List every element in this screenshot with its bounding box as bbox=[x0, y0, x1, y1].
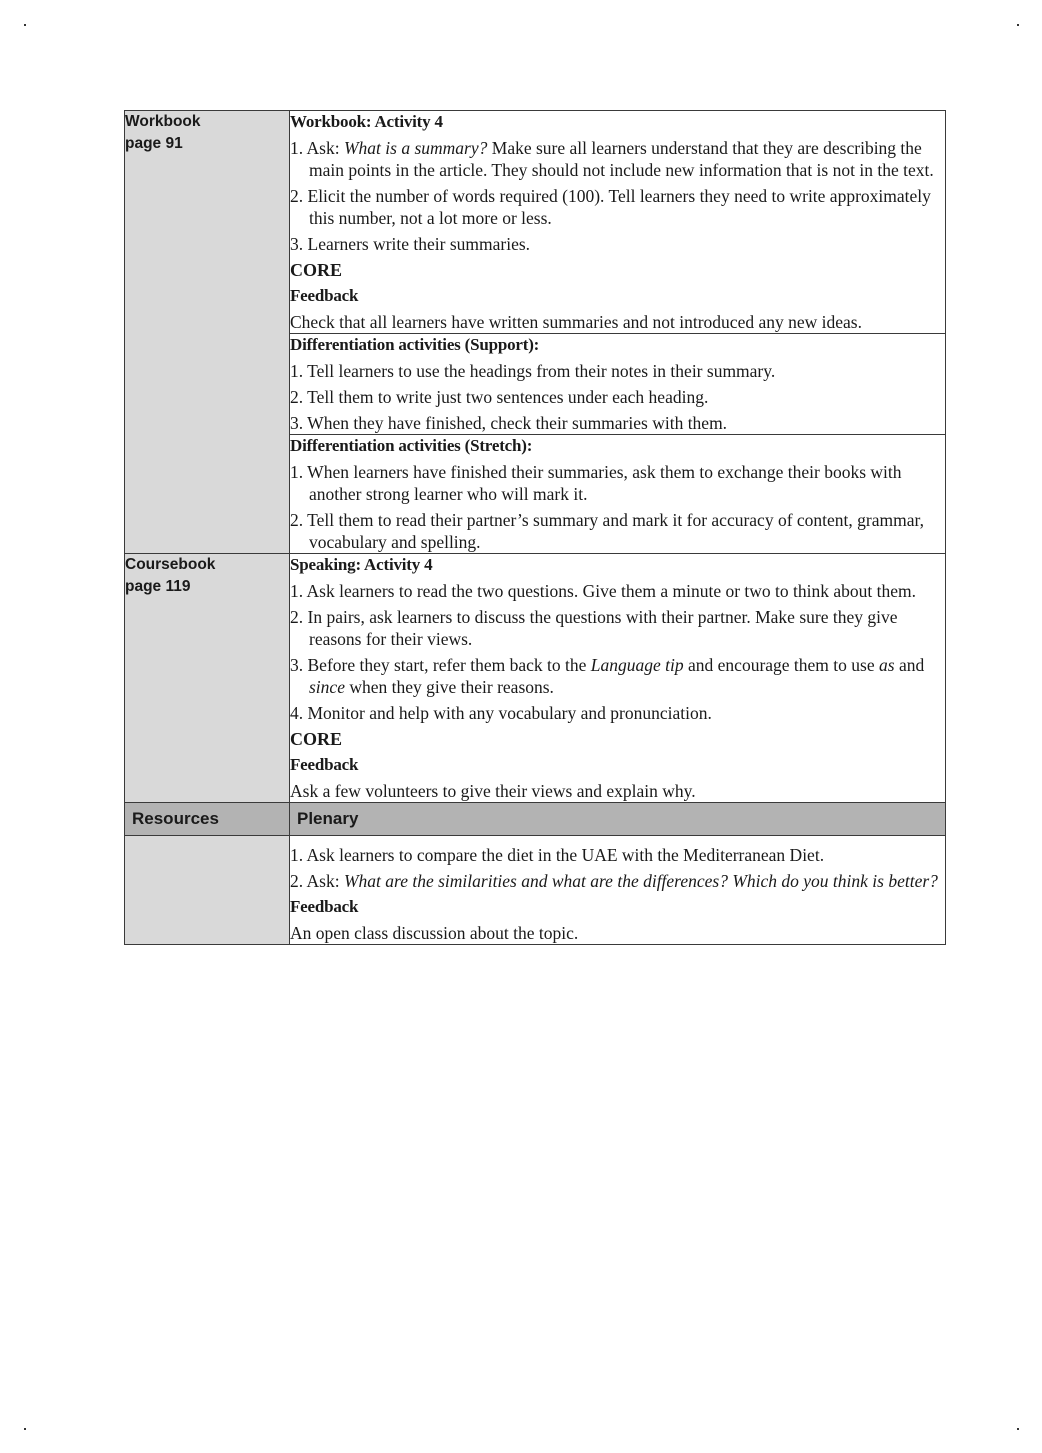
coursebook-ref-line1: Coursebook bbox=[125, 556, 216, 573]
feedback-label: Feedback bbox=[290, 897, 359, 916]
speaking-activity-title: Speaking: Activity 4 bbox=[290, 555, 433, 574]
plenary-header-row bbox=[125, 803, 946, 836]
coursebook-ref-line2: page 119 bbox=[125, 578, 191, 595]
list-item: 2. Tell them to read their partner’s summary and mark it for accuracy of content, grammar, vocabulary and spelling. bbox=[290, 510, 924, 552]
list-item: 1. Ask: What is a summary? Make sure all learners understand that they are describing the main points in the article. They should not include new information that is not in the text. bbox=[290, 138, 934, 180]
left-column-blank bbox=[125, 334, 290, 435]
plenary-header: Plenary bbox=[290, 803, 946, 836]
core-label: CORE bbox=[290, 260, 343, 280]
list-item: 3. Learners write their summaries. bbox=[290, 234, 531, 254]
stretch-row bbox=[125, 435, 946, 554]
workbook-activity-cell bbox=[290, 111, 946, 334]
core-label: CORE bbox=[290, 729, 343, 749]
support-title: Differentiation activities (Support): bbox=[290, 335, 540, 354]
resources-cell bbox=[125, 836, 290, 945]
crop-mark bbox=[1017, 1428, 1019, 1430]
list-item: 2. Ask: What are the similarities and what are the differences? Which do you think is better? bbox=[290, 871, 938, 891]
list-item: 2. In pairs, ask learners to discuss the questions with their partner. Make sure they give reasons for their views. bbox=[290, 607, 898, 649]
crop-mark bbox=[24, 1428, 26, 1430]
speaking-row bbox=[125, 554, 946, 803]
support-activities-cell bbox=[290, 334, 946, 435]
feedback-text: An open class discussion about the topic. bbox=[290, 923, 579, 943]
workbook-ref-line1: Workbook bbox=[125, 113, 201, 130]
list-item: 1. Tell learners to use the headings from their notes in their summary. bbox=[290, 361, 776, 381]
feedback-label: Feedback bbox=[290, 755, 359, 774]
crop-mark bbox=[24, 24, 26, 26]
resources-header: Resources bbox=[125, 803, 290, 836]
workbook-ref-line2: page 91 bbox=[125, 135, 183, 152]
list-item: 3. When they have finished, check their summaries with them. bbox=[290, 413, 728, 433]
feedback-text: Check that all learners have written summaries and not introduced any new ideas. bbox=[290, 312, 862, 332]
stretch-title: Differentiation activities (Stretch): bbox=[290, 436, 533, 455]
list-item: 3. Before they start, refer them back to the Language tip and encourage them to use as and since when they give their reasons. bbox=[290, 655, 925, 697]
support-row bbox=[125, 334, 946, 435]
workbook-reference bbox=[125, 111, 290, 334]
speaking-activity-cell bbox=[290, 554, 946, 803]
plenary-cell bbox=[290, 836, 946, 945]
plenary-row bbox=[125, 836, 946, 945]
workbook-activity-title: Workbook: Activity 4 bbox=[290, 112, 443, 131]
list-item: 2. Elicit the number of words required (100). Tell learners they need to write approximately this number, not a lot more or less. bbox=[290, 186, 931, 228]
feedback-text: Ask a few volunteers to give their views and explain why. bbox=[290, 781, 696, 801]
feedback-label: Feedback bbox=[290, 286, 359, 305]
list-item: 4. Monitor and help with any vocabulary and pronunciation. bbox=[290, 703, 712, 723]
list-item: 1. Ask learners to compare the diet in the UAE with the Mediterranean Diet. bbox=[290, 845, 825, 865]
list-item: 2. Tell them to write just two sentences under each heading. bbox=[290, 387, 709, 407]
list-item: 1. When learners have finished their summaries, ask them to exchange their books with another strong learner who will mark it. bbox=[290, 462, 902, 504]
workbook-row bbox=[125, 111, 946, 334]
left-column-blank bbox=[125, 435, 290, 554]
list-item: 1. Ask learners to read the two questions. Give them a minute or two to think about them. bbox=[290, 581, 916, 601]
lesson-plan-table bbox=[124, 110, 946, 945]
coursebook-reference bbox=[125, 554, 290, 803]
crop-mark bbox=[1017, 24, 1019, 26]
stretch-activities-cell bbox=[290, 435, 946, 554]
